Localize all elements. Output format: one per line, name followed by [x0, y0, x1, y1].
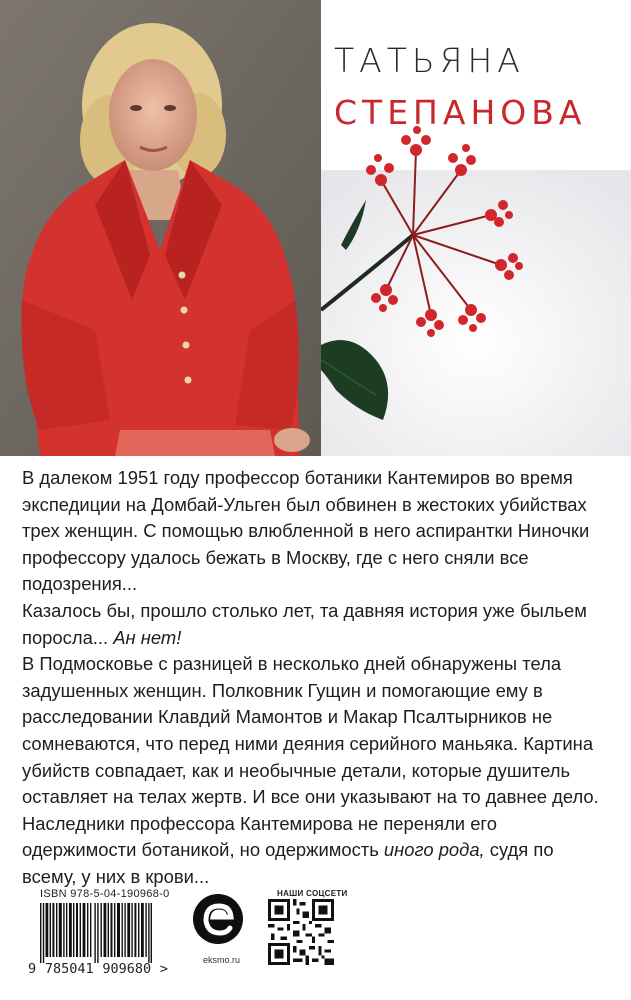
annotation-paragraph: Казалось бы, прошло столько лет, та давняя история уже быльем поросла... Ан нет!: [22, 599, 587, 648]
author-last-name: СТЕПАНОВА: [334, 93, 587, 132]
publisher-site: eksmo.ru: [203, 955, 241, 965]
barcode-digits: 9 785041 909680 >: [28, 961, 168, 977]
social-title: НАШИ СОЦСЕТИ: [277, 889, 348, 898]
author-photo: [0, 0, 321, 456]
annotation-paragraph: В далеком 1951 году профессор ботаники Кантемиров во время экспедиции на Домбай-Ульген был обвинен в жестоких убийствах трех женщин. С помощью влюбленной в него аспирантки Ниночки профессору удалось бежать в Москву, где с него сняли все подозрения...: [22, 467, 590, 595]
barcode: [40, 903, 152, 963]
annotation-paragraph: В Подмосковье с разницей в несколько дней обнаружены тела задушенных женщин. Полковник Гущин и помогающие ему в расследовании Клавдий Мамонтов и Макар Псалтырников не сомневаются, что перед ними деяния серийного маньяка. Картина убийств совпадает, как и необычные детали, которые душитель оставляет на телах жертв. И все они указывают на то давнее дело. Наследники профессора Кантемирова не переняли его одержимости ботаникой, но одержимость иного рода, судя по всему, у них в крови...: [22, 653, 599, 887]
book-annotation: [22, 465, 612, 891]
qr-code-icon: [268, 899, 334, 965]
eksmo-logo-icon: [192, 893, 244, 945]
author-first-name: ТАТЬЯНА: [334, 41, 525, 80]
isbn-label: ISBN 978-5-04-190968-0: [40, 888, 170, 900]
